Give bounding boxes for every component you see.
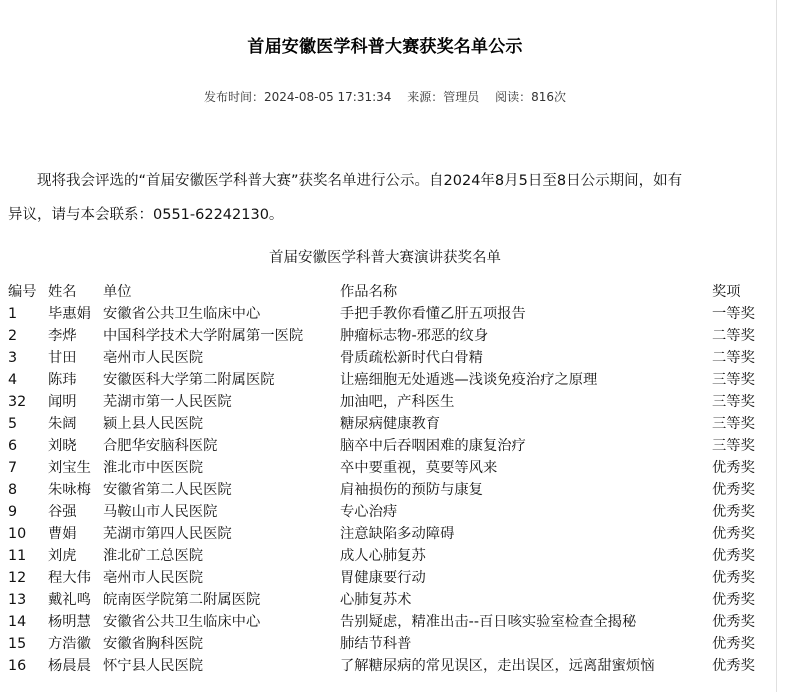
cell-award: 二等奖: [712, 350, 755, 366]
table-row: [8, 413, 764, 435]
article-meta: [0, 88, 770, 105]
cell-award: 二等奖: [712, 328, 755, 344]
table-row: [8, 347, 764, 369]
cell-name: 杨晨晨: [48, 658, 91, 674]
intro-line-1: 现将我会评选的“首届安徽医学科普大赛”获奖名单进行公示。自2024年8月5日至8日公示期间，如有: [37, 173, 683, 189]
cell-name: 刘虎: [48, 548, 77, 564]
cell-unit: 芜湖市第四人民医院: [103, 526, 232, 542]
cell-name: 陈玮: [48, 372, 77, 388]
views-value: 816次: [531, 90, 567, 104]
views: [495, 90, 566, 104]
cell-award: 优秀奖: [712, 504, 755, 520]
table-row: [8, 457, 764, 479]
cell-unit: 芜湖市第一人民医院: [103, 394, 232, 410]
header-work: 作品名称: [340, 284, 398, 300]
cell-work: 肺结节科普: [340, 636, 412, 652]
cell-work: 成人心肺复苏: [340, 548, 426, 564]
table-row: [8, 589, 764, 611]
cell-award: 三等奖: [712, 372, 755, 388]
cell-work: 肩袖损伤的预防与康复: [340, 482, 483, 498]
cell-no: 32: [8, 394, 27, 410]
table-row: [8, 369, 764, 391]
cell-work: 骨质疏松新时代白骨精: [340, 350, 483, 366]
cell-unit: 颍上县人民医院: [103, 416, 204, 432]
cell-unit: 安徽省第二人民医院: [103, 482, 232, 498]
cell-work: 糖尿病健康教育: [340, 416, 441, 432]
table-row: [8, 479, 764, 501]
awards-table: [8, 281, 764, 677]
cell-unit: 怀宁县人民医院: [103, 658, 204, 674]
cell-name: 朱阔: [48, 416, 77, 432]
article-title: 首届安徽医学科普大赛获奖名单公示: [247, 37, 523, 57]
cell-work: 胃健康要行动: [340, 570, 426, 586]
cell-no: 11: [8, 548, 27, 564]
cell-no: 6: [8, 438, 18, 454]
cell-work: 加油吧，产科医生: [340, 394, 455, 410]
table-header-row: [8, 281, 764, 303]
table-row: [8, 655, 764, 677]
table-row: [8, 391, 764, 413]
table-row: [8, 501, 764, 523]
cell-name: 朱咏梅: [48, 482, 91, 498]
cell-name: 程大伟: [48, 570, 91, 586]
cell-no: 9: [8, 504, 18, 520]
header-name: 姓名: [48, 284, 77, 300]
publish-label: 发布时间：: [203, 90, 264, 104]
source-label: 来源：: [407, 90, 444, 104]
cell-name: 杨明慧: [48, 614, 91, 630]
cell-no: 2: [8, 328, 18, 344]
cell-unit: 马鞍山市人民医院: [103, 504, 218, 520]
views-label: 阅读：: [495, 90, 532, 104]
publish-time: [204, 90, 391, 104]
cell-no: 1: [8, 306, 18, 322]
cell-award: 优秀奖: [712, 592, 755, 608]
cell-name: 曹娟: [48, 526, 77, 542]
table-row: [8, 523, 764, 545]
cell-name: 刘晓: [48, 438, 77, 454]
cell-award: 优秀奖: [712, 636, 755, 652]
cell-no: 5: [8, 416, 18, 432]
cell-work: 让癌细胞无处遁逃—浅谈免疫治疗之原理: [340, 372, 598, 388]
scrollbar-track[interactable]: [776, 0, 777, 692]
cell-no: 16: [8, 658, 27, 674]
cell-award: 优秀奖: [712, 570, 755, 586]
cell-work: 手把手教你看懂乙肝五项报告: [340, 306, 526, 322]
cell-no: 15: [8, 636, 27, 652]
cell-award: 优秀奖: [712, 460, 755, 476]
cell-no: 13: [8, 592, 27, 608]
cell-no: 14: [8, 614, 27, 630]
intro-paragraph: [8, 164, 764, 232]
cell-no: 7: [8, 460, 18, 476]
table-row: [8, 303, 764, 325]
cell-no: 8: [8, 482, 18, 498]
cell-no: 4: [8, 372, 18, 388]
cell-work: 告别疑虑，精准出击--百日咳实验室检查全揭秘: [340, 614, 637, 630]
header-no: 编号: [8, 284, 37, 300]
cell-unit: 合肥华安脑科医院: [103, 438, 218, 454]
cell-name: 刘宝生: [48, 460, 91, 476]
cell-unit: 安徽省公共卫生临床中心: [103, 614, 261, 630]
cell-work: 脑卒中后吞咽困难的康复治疗: [340, 438, 526, 454]
source: [407, 90, 479, 104]
cell-name: 甘田: [48, 350, 77, 366]
cell-name: 闻明: [48, 394, 77, 410]
cell-award: 一等奖: [712, 306, 755, 322]
cell-unit: 安徽省胸科医院: [103, 636, 204, 652]
cell-work: 卒中要重视，莫要等风来: [340, 460, 498, 476]
cell-award: 优秀奖: [712, 548, 755, 564]
cell-unit: 皖南医学院第二附属医院: [103, 592, 261, 608]
table-row: [8, 435, 764, 457]
table-row: [8, 325, 764, 347]
cell-award: 优秀奖: [712, 482, 755, 498]
cell-no: 3: [8, 350, 18, 366]
cell-work: 肿瘤标志物-邪恶的纹身: [340, 328, 489, 344]
cell-unit: 亳州市人民医院: [103, 570, 204, 586]
cell-unit: 安徽省公共卫生临床中心: [103, 306, 261, 322]
cell-work: 专心治痔: [340, 504, 398, 520]
cell-name: 戴礼鸣: [48, 592, 91, 608]
header-unit: 单位: [103, 284, 132, 300]
publish-value: 2024-08-05 17:31:34: [263, 90, 392, 104]
cell-award: 三等奖: [712, 438, 755, 454]
cell-award: 优秀奖: [712, 614, 755, 630]
cell-unit: 安徽医科大学第二附属医院: [103, 372, 275, 388]
table-row: [8, 633, 764, 655]
cell-name: 李烨: [48, 328, 77, 344]
cell-award: 三等奖: [712, 394, 755, 410]
cell-work: 了解糖尿病的常见误区，走出误区，远离甜蜜烦恼: [340, 658, 655, 674]
cell-no: 10: [8, 526, 27, 542]
table-row: [8, 611, 764, 633]
cell-name: 方浩徽: [48, 636, 91, 652]
cell-name: 毕惠娟: [48, 306, 91, 322]
table-row: [8, 567, 764, 589]
cell-award: 三等奖: [712, 416, 755, 432]
cell-work: 注意缺陷多动障碍: [340, 526, 455, 542]
cell-award: 优秀奖: [712, 658, 755, 674]
intro-line-2: 异议，请与本会联系：0551-62242130。: [8, 207, 284, 223]
table-row: [8, 545, 764, 567]
cell-award: 优秀奖: [712, 526, 755, 542]
cell-work: 心肺复苏术: [340, 592, 412, 608]
cell-no: 12: [8, 570, 27, 586]
header-award: 奖项: [712, 284, 741, 300]
source-value: 管理员: [443, 90, 480, 104]
cell-unit: 淮北矿工总医院: [103, 548, 204, 564]
cell-unit: 中国科学技术大学附属第一医院: [103, 328, 304, 344]
cell-name: 谷强: [48, 504, 77, 520]
cell-unit: 亳州市人民医院: [103, 350, 204, 366]
table-title: 首届安徽医学科普大赛演讲获奖名单: [269, 250, 501, 266]
cell-unit: 淮北市中医医院: [103, 460, 204, 476]
